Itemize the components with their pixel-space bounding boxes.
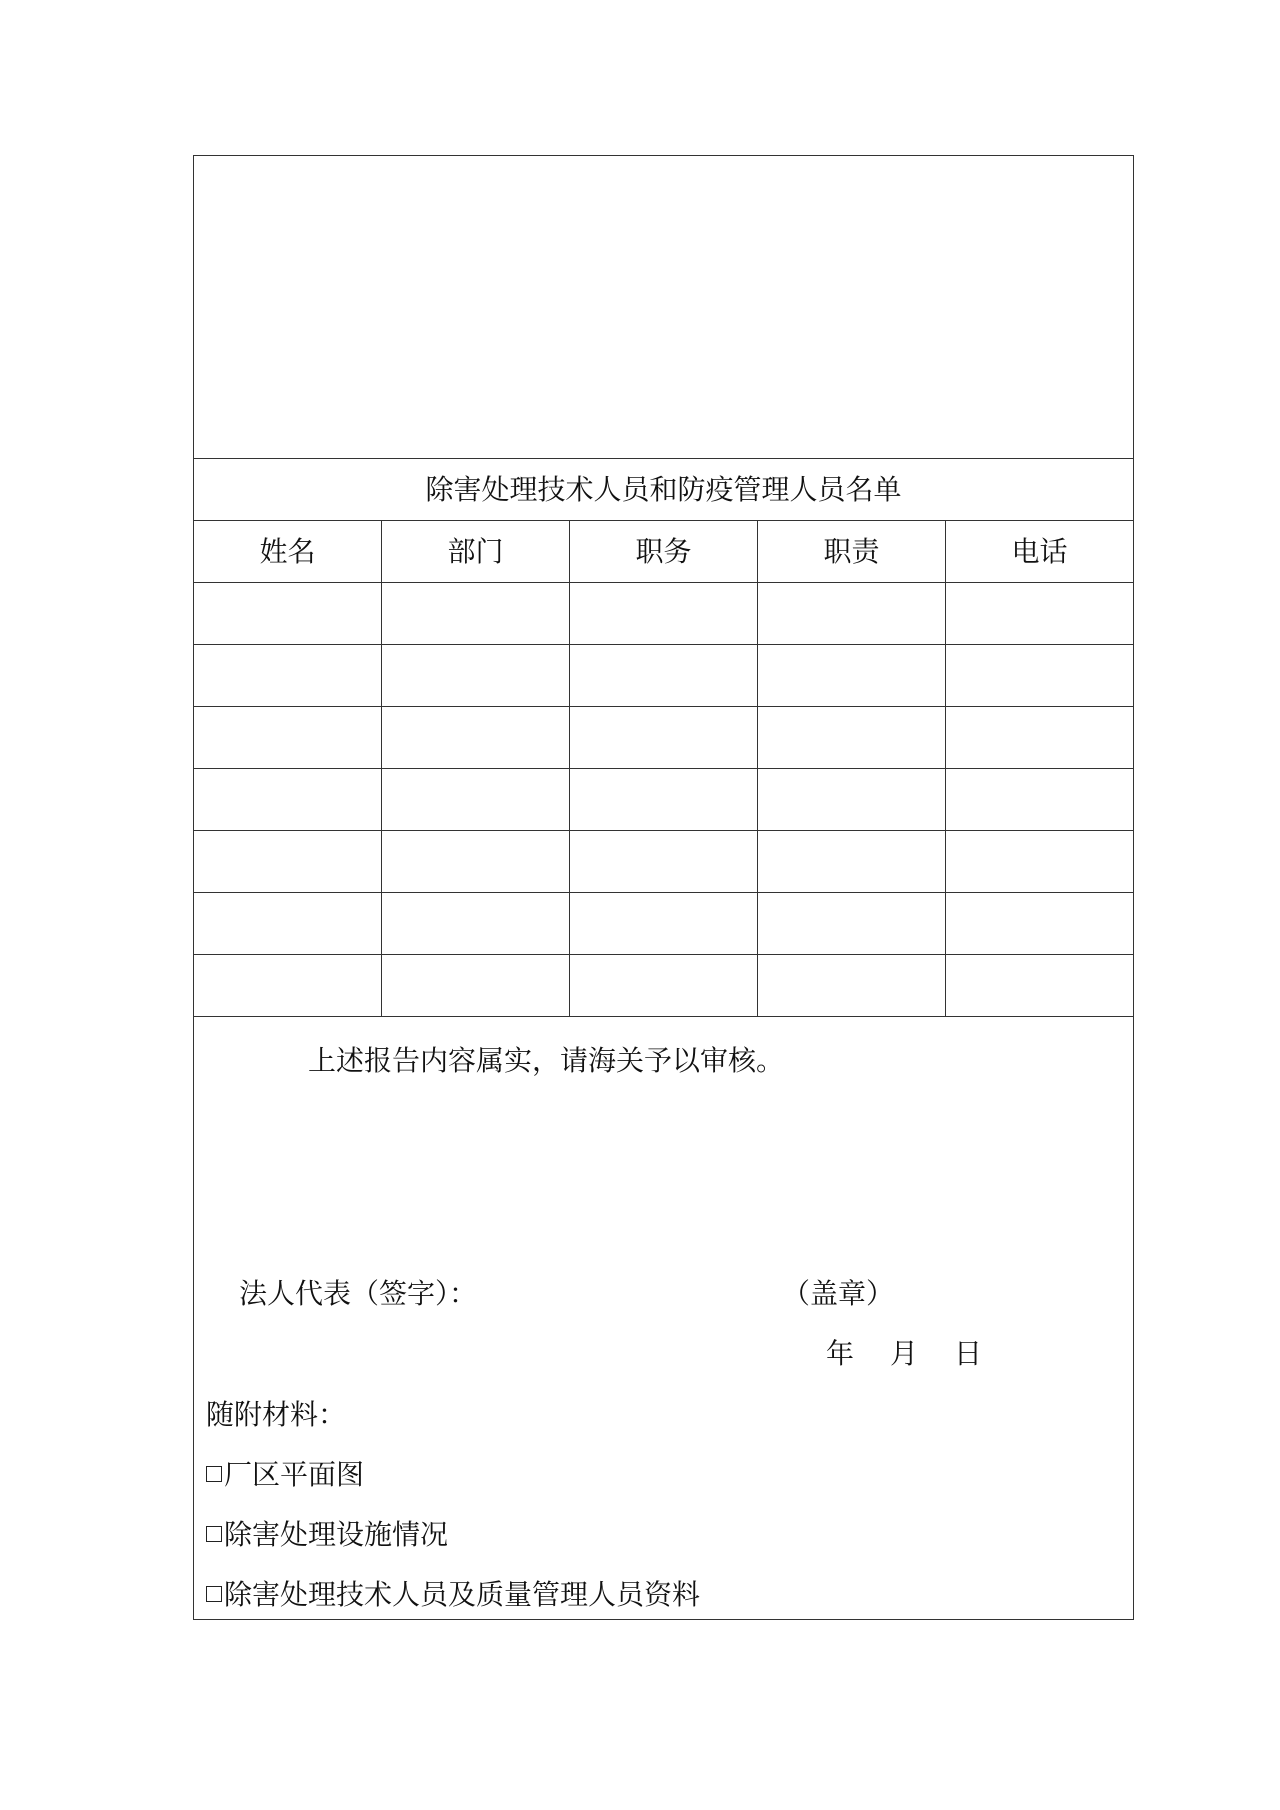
table-cell[interactable] [194, 955, 382, 1017]
personnel-list-title: 除害处理技术人员和防疫管理人员名单 [194, 459, 1134, 521]
table-cell[interactable] [570, 955, 758, 1017]
seal-label: （盖章） [782, 1277, 895, 1310]
table-cell[interactable] [194, 893, 382, 955]
table-row [194, 707, 1134, 769]
table-cell[interactable] [382, 707, 570, 769]
date-year-label: 年 [826, 1337, 855, 1370]
table-cell[interactable] [382, 893, 570, 955]
table-row [194, 583, 1134, 645]
table-cell[interactable] [194, 707, 382, 769]
checkbox-icon[interactable] [206, 1466, 222, 1482]
table-cell[interactable] [758, 893, 946, 955]
application-form-table [193, 155, 1134, 1620]
table-header-row [194, 521, 1134, 583]
table-row [194, 893, 1134, 955]
table-cell[interactable] [570, 583, 758, 645]
declaration-text: 上述报告内容属实，请海关予以审核。 [308, 1044, 785, 1077]
declaration-section [194, 1017, 1134, 1620]
checkbox-icon[interactable] [206, 1526, 222, 1542]
table-cell[interactable] [946, 831, 1134, 893]
table-cell[interactable] [382, 769, 570, 831]
column-header-name: 姓名 [194, 521, 382, 583]
attachment-label: 除害处理技术人员及质量管理人员资料 [224, 1578, 701, 1611]
table-row [194, 645, 1134, 707]
checkbox-icon[interactable] [206, 1586, 222, 1602]
attachment-item-personnel-docs[interactable] [206, 1578, 701, 1611]
table-cell[interactable] [570, 707, 758, 769]
table-cell[interactable] [570, 893, 758, 955]
attachment-item-site-plan[interactable] [206, 1458, 365, 1491]
blank-content-area [194, 156, 1134, 459]
table-row [194, 769, 1134, 831]
table-cell[interactable] [758, 583, 946, 645]
column-header-phone: 电话 [946, 521, 1134, 583]
table-cell[interactable] [382, 831, 570, 893]
table-cell[interactable] [758, 955, 946, 1017]
table-cell[interactable] [194, 831, 382, 893]
attachment-label: 厂区平面图 [224, 1458, 365, 1491]
table-row [194, 831, 1134, 893]
table-cell[interactable] [946, 583, 1134, 645]
table-cell[interactable] [570, 645, 758, 707]
table-cell[interactable] [382, 583, 570, 645]
table-cell[interactable] [382, 955, 570, 1017]
table-cell[interactable] [946, 955, 1134, 1017]
table-cell[interactable] [570, 769, 758, 831]
table-cell[interactable] [946, 769, 1134, 831]
table-cell[interactable] [382, 645, 570, 707]
table-cell[interactable] [758, 769, 946, 831]
table-cell[interactable] [946, 645, 1134, 707]
column-header-responsibility: 职责 [758, 521, 946, 583]
table-cell[interactable] [946, 893, 1134, 955]
table-cell[interactable] [570, 831, 758, 893]
attachments-title: 随附材料： [206, 1398, 347, 1431]
date-month-label: 月 [890, 1337, 919, 1370]
column-header-department: 部门 [382, 521, 570, 583]
table-cell[interactable] [758, 831, 946, 893]
date-day-label: 日 [954, 1337, 983, 1370]
table-cell[interactable] [194, 645, 382, 707]
table-cell[interactable] [946, 707, 1134, 769]
attachment-item-facilities[interactable] [206, 1518, 449, 1551]
table-cell[interactable] [758, 645, 946, 707]
table-cell[interactable] [758, 707, 946, 769]
table-cell[interactable] [194, 769, 382, 831]
table-cell[interactable] [194, 583, 382, 645]
legal-rep-signature-label: 法人代表（签字）： [239, 1277, 478, 1310]
column-header-position: 职务 [570, 521, 758, 583]
table-row [194, 955, 1134, 1017]
attachment-label: 除害处理设施情况 [224, 1518, 449, 1551]
date-line [826, 1337, 983, 1370]
